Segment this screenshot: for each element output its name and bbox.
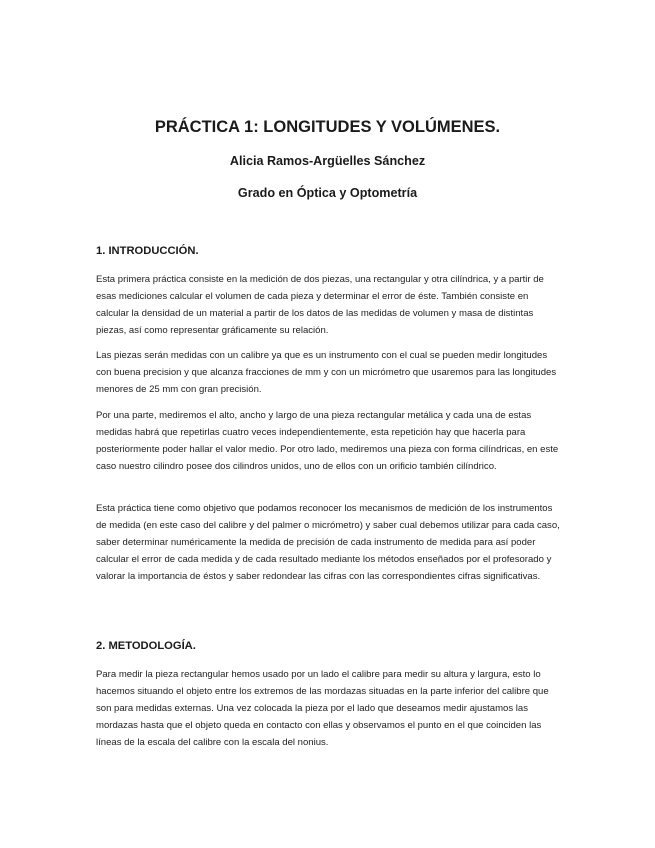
degree-name: Grado en Óptica y Optometría [237,186,418,200]
section-heading-introduccion: 1. INTRODUCCIÓN. [96,245,199,257]
author-name: Alicia Ramos-Argüelles Sánchez [229,154,426,168]
paragraph: Esta primera práctica consiste en la medición de dos piezas, una rectangular y otra cilíndrica, y a partir de esas mediciones calcular el volumen de cada pieza y determinar el error de éste. También consiste en calcular la densidad de un material a partir de los datos de las medidas de volumen y masa de distintas piezas, así como representar gráficamente su relación. [96,274,544,336]
document-title: PRÁCTICA 1: LONGITUDES Y VOLÚMENES. [154,118,501,136]
section-heading-metodologia: 2. METODOLOGÍA. [96,640,196,652]
paragraph: Para medir la pieza rectangular hemos usado por un lado el calibre para medir su altura y largura, esto lo hacemos situando el objeto entre los extremos de las mordazas situadas en la parte inferior del calibre que son para medidas externas. Una vez colocada la pieza por el lado que deseamos medir ajustamos las mordazas hasta que el objeto queda en contacto con ellas y observamos el punto en el que coinciden las líneas de la escala del calibre con la escala del nonius. [96,669,549,748]
paragraph: Esta práctica tiene como objetivo que podamos reconocer los mecanismos de medición de los instrumentos de medida (en este caso del calibre y del palmer o micrómetro) y saber cual debemos utilizar para cada caso, saber determinar numéricamente la medida de precisión de cada instrumento de medida para así poder calcular el error de cada medida y de cada resultado mediante los métodos enseñados por el profesorado y valorar la importancia de éstos y saber redondear las cifras con las correspondientes cifras significativas. [96,503,560,582]
paragraph: Por una parte, mediremos el alto, ancho y largo de una pieza rectangular metálica y cada una de estas medidas habrá que repetirlas cuatro veces independientemente, esta repetición hay que hacerla para posteriormente poder hallar el valor medio. Por otro lado, mediremos una pieza con forma cilíndricas, en este caso nuestro cilindro posee dos cilindros unidos, uno de ellos con un orificio también cilíndrico. [96,410,559,472]
paragraph: Las piezas serán medidas con un calibre ya que es un instrumento con el cual se pueden medir longitudes con buena precision y que alcanza fracciones de mm y con un micrómetro que usaremos para las longitudes menores de 25 mm con gran precisión. [96,350,557,395]
